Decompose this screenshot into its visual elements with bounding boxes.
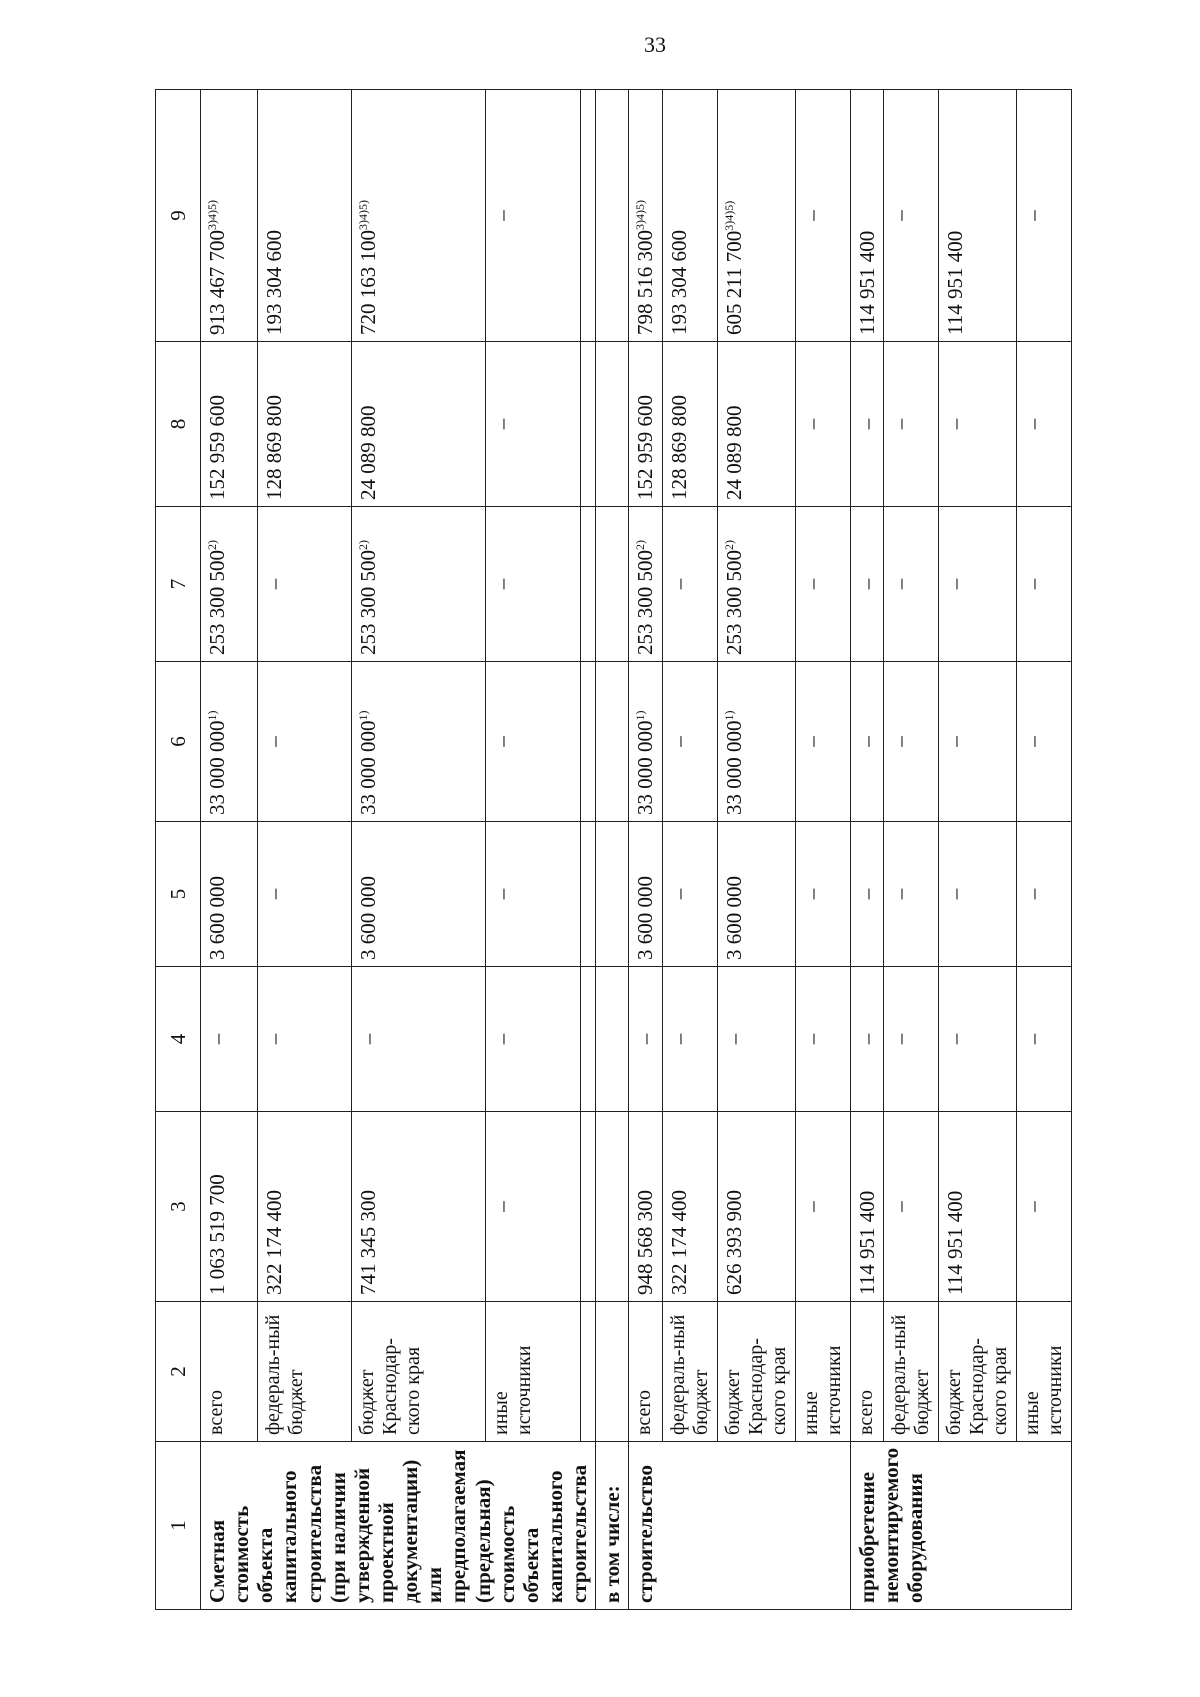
- table-row: [850, 90, 883, 1610]
- funding-source: всего: [850, 1302, 883, 1442]
- amount: –: [799, 736, 824, 747]
- amount: –: [799, 418, 824, 430]
- value-cell: [257, 822, 351, 967]
- empty-cell: [580, 1302, 595, 1442]
- value-cell: [486, 967, 580, 1112]
- amount: 253 300 500$^{2)}$: [721, 540, 746, 655]
- amount: –: [356, 1033, 381, 1045]
- amount: –: [854, 888, 879, 900]
- footnote-mark: 1): [356, 710, 371, 721]
- amount: –: [490, 418, 515, 430]
- value-cell: [352, 967, 486, 1112]
- value-cell: [352, 1112, 486, 1302]
- value-cell: [257, 662, 351, 822]
- funding-source: бюджет Краснодар-ского края: [352, 1302, 486, 1442]
- amount: –: [854, 1033, 879, 1045]
- amount: 948 568 300: [633, 1190, 658, 1295]
- amount: 114 951 400: [854, 1190, 879, 1295]
- funding-source: федераль-ный бюджет: [662, 1302, 717, 1442]
- empty-cell: [580, 90, 595, 342]
- amount: –: [721, 1033, 746, 1045]
- column-number: 9: [156, 90, 201, 342]
- funding-source: иные источники: [795, 1302, 850, 1442]
- footnote-mark: 1): [205, 710, 219, 721]
- amount: –: [490, 736, 515, 747]
- value-cell: [883, 507, 938, 662]
- amount: –: [887, 578, 912, 590]
- amount: –: [666, 1033, 691, 1045]
- funding-source: бюджет Краснодар-ского края: [938, 1302, 1016, 1442]
- table-row: [257, 90, 351, 1610]
- value-cell: [1016, 90, 1071, 342]
- value-cell: [662, 1112, 717, 1302]
- amount: –: [854, 736, 879, 747]
- value-cell: [201, 822, 258, 967]
- value-cell: [938, 967, 1016, 1112]
- amount: –: [1020, 210, 1045, 221]
- funding-source: федераль-ный бюджет: [257, 1302, 351, 1442]
- value-cell: [201, 1112, 258, 1302]
- header-row: [156, 90, 201, 1610]
- value-cell: [629, 662, 662, 822]
- value-cell: [662, 507, 717, 662]
- footnote-mark: 2): [205, 540, 219, 550]
- column-number: 3: [156, 1112, 201, 1302]
- column-number: 8: [156, 342, 201, 507]
- empty-cell: [596, 342, 629, 507]
- value-cell: [201, 662, 258, 822]
- amount: 322 174 400: [261, 1190, 286, 1295]
- empty-cell: [580, 342, 595, 507]
- value-cell: [795, 90, 850, 342]
- value-cell: [795, 507, 850, 662]
- empty-cell: [580, 1112, 595, 1302]
- value-cell: [629, 822, 662, 967]
- value-cell: [717, 1112, 795, 1302]
- value-cell: [850, 507, 883, 662]
- amount: –: [887, 418, 912, 430]
- column-number: 2: [156, 1302, 201, 1442]
- value-cell: [717, 822, 795, 967]
- amount: –: [799, 210, 824, 221]
- amount: –: [799, 578, 824, 590]
- empty-cell: [596, 1302, 629, 1442]
- value-cell: [257, 90, 351, 342]
- value-cell: [201, 342, 258, 507]
- empty-cell: [580, 507, 595, 662]
- table-row: [486, 90, 580, 1610]
- amount: –: [1020, 1033, 1045, 1045]
- amount: –: [490, 888, 515, 900]
- amount: 152 959 600: [633, 395, 658, 500]
- amount: –: [1020, 736, 1045, 747]
- amount: –: [261, 1033, 286, 1045]
- value-cell: [1016, 507, 1071, 662]
- value-cell: [850, 342, 883, 507]
- value-cell: [883, 822, 938, 967]
- value-cell: [938, 90, 1016, 342]
- empty-cell: [596, 662, 629, 822]
- rotated-table-wrapper: [155, 90, 1066, 1610]
- amount: –: [633, 1033, 658, 1045]
- amount: –: [205, 1033, 229, 1045]
- amount: –: [1020, 1201, 1045, 1212]
- amount: 253 300 500$^{2)}$: [633, 540, 658, 655]
- amount: 114 951 400: [854, 230, 879, 335]
- value-cell: [795, 822, 850, 967]
- amount: –: [1020, 578, 1045, 590]
- value-cell: [795, 1112, 850, 1302]
- value-cell: [1016, 342, 1071, 507]
- value-cell: [201, 90, 258, 342]
- amount: –: [854, 578, 879, 590]
- subheader-label: в том числе:: [596, 1442, 629, 1610]
- amount: 128 869 800: [666, 395, 691, 500]
- value-cell: [717, 967, 795, 1112]
- funding-source: бюджет Краснодар-ского края: [717, 1302, 795, 1442]
- value-cell: [257, 507, 351, 662]
- value-cell: [938, 1112, 1016, 1302]
- row-label: Сметная стоимость объекта капитального строительства (при наличии утвержденной проектной документации) или предполагаемая (предельная) стоимость объекта капитального строительства: [201, 1442, 596, 1610]
- amount: –: [1020, 888, 1045, 900]
- amount: 152 959 600: [205, 395, 229, 500]
- amount: 128 869 800: [261, 395, 286, 500]
- amount: 193 304 600: [261, 230, 286, 335]
- table-row: [580, 90, 595, 1610]
- value-cell: [662, 662, 717, 822]
- amount: –: [799, 888, 824, 900]
- footnote-mark: 3)4)5): [633, 200, 648, 230]
- value-cell: [883, 90, 938, 342]
- amount: –: [1020, 418, 1045, 430]
- footnote-mark: 1): [721, 710, 736, 721]
- value-cell: [662, 822, 717, 967]
- value-cell: [883, 1112, 938, 1302]
- value-cell: [1016, 1112, 1071, 1302]
- value-cell: [486, 662, 580, 822]
- amount: 605 211 $700^{3)4)5)}$: [721, 200, 746, 335]
- amount: 1 063 519 700: [205, 1174, 229, 1295]
- amount: –: [666, 578, 691, 590]
- amount: –: [942, 1033, 967, 1045]
- value-cell: [883, 662, 938, 822]
- amount: 114 951 400: [942, 1190, 967, 1295]
- amount: –: [490, 1033, 515, 1045]
- amount: 3 600 000: [721, 876, 746, 960]
- amount: 3 600 000: [633, 876, 658, 960]
- column-number: 7: [156, 507, 201, 662]
- page-number: 33: [644, 32, 666, 57]
- value-cell: [352, 90, 486, 342]
- funding-source: иные источники: [1016, 1302, 1071, 1442]
- amount: 720 163 $100^{3)4)5)}$: [356, 200, 381, 335]
- amount: –: [490, 578, 515, 590]
- amount: 798 516 $300^{3)4)5)}$: [633, 200, 658, 335]
- amount: 33 000 000$^{1)}$: [721, 710, 746, 815]
- value-cell: [257, 342, 351, 507]
- value-cell: [352, 507, 486, 662]
- amount: 3 600 000: [205, 876, 229, 960]
- value-cell: [257, 967, 351, 1112]
- table-row: [795, 90, 850, 1610]
- amount: 24 089 800: [721, 405, 746, 500]
- value-cell: [850, 662, 883, 822]
- table-row: [883, 90, 938, 1610]
- amount: 322 174 400: [666, 1190, 691, 1295]
- amount: –: [887, 888, 912, 900]
- table-row: [1016, 90, 1071, 1610]
- value-cell: [629, 90, 662, 342]
- column-number: 6: [156, 662, 201, 822]
- value-cell: [717, 90, 795, 342]
- value-cell: [850, 822, 883, 967]
- value-cell: [850, 967, 883, 1112]
- amount: –: [799, 1201, 824, 1212]
- footnote-mark: 3)4)5): [205, 200, 219, 230]
- value-cell: [795, 342, 850, 507]
- table-row: [352, 90, 486, 1610]
- value-cell: [938, 662, 1016, 822]
- value-cell: [850, 90, 883, 342]
- value-cell: [201, 507, 258, 662]
- table-row: [201, 90, 258, 1610]
- funding-source: федераль-ный бюджет: [883, 1302, 938, 1442]
- value-cell: [883, 967, 938, 1112]
- row-label: приобретение немонтируемого оборудования: [850, 1442, 1071, 1610]
- footnote-mark: 1): [633, 710, 648, 721]
- value-cell: [795, 967, 850, 1112]
- amount: –: [490, 210, 515, 221]
- amount: 33 000 000$^{1)}$: [356, 710, 381, 815]
- value-cell: [486, 1112, 580, 1302]
- value-cell: [486, 822, 580, 967]
- footnote-mark: 2): [356, 540, 371, 550]
- value-cell: [662, 90, 717, 342]
- value-cell: [629, 342, 662, 507]
- value-cell: [352, 342, 486, 507]
- value-cell: [352, 662, 486, 822]
- value-cell: [629, 967, 662, 1112]
- empty-cell: [580, 662, 595, 822]
- value-cell: [717, 507, 795, 662]
- footnote-mark: 3)4)5): [356, 200, 371, 230]
- value-cell: [1016, 662, 1071, 822]
- value-cell: [850, 1112, 883, 1302]
- amount: –: [854, 418, 879, 430]
- value-cell: [883, 342, 938, 507]
- table-row: [938, 90, 1016, 1610]
- empty-cell: [596, 90, 629, 342]
- value-cell: [662, 342, 717, 507]
- value-cell: [629, 507, 662, 662]
- amount: –: [799, 1033, 824, 1045]
- empty-cell: [596, 967, 629, 1112]
- amount: 253 300 500$^{2)}$: [205, 540, 229, 655]
- amount: 33 000 000$^{1)}$: [633, 710, 658, 815]
- amount: –: [261, 578, 286, 590]
- amount: –: [887, 210, 912, 221]
- amount: –: [261, 736, 286, 747]
- empty-cell: [580, 822, 595, 967]
- amount: –: [490, 1201, 515, 1212]
- value-cell: [717, 662, 795, 822]
- funding-source: всего: [201, 1302, 258, 1442]
- column-number: 1: [156, 1442, 201, 1610]
- amount: –: [942, 578, 967, 590]
- empty-cell: [596, 507, 629, 662]
- column-number: 5: [156, 822, 201, 967]
- value-cell: [938, 507, 1016, 662]
- empty-cell: [596, 1112, 629, 1302]
- table-row: [662, 90, 717, 1610]
- funding-source: всего: [629, 1302, 662, 1442]
- amount: –: [887, 1033, 912, 1045]
- value-cell: [201, 967, 258, 1112]
- amount: 741 345 300: [356, 1190, 381, 1295]
- value-cell: [1016, 967, 1071, 1112]
- value-cell: [486, 90, 580, 342]
- amount: 253 300 500$^{2)}$: [356, 540, 381, 655]
- amount: –: [666, 888, 691, 900]
- table-row: [717, 90, 795, 1610]
- value-cell: [486, 507, 580, 662]
- value-cell: [938, 342, 1016, 507]
- value-cell: [352, 822, 486, 967]
- row-label: строительство: [629, 1442, 850, 1610]
- amount: –: [942, 888, 967, 900]
- amount: 913 467 $700^{3)4)5)}$: [205, 200, 229, 335]
- amount: 193 304 600: [666, 230, 691, 335]
- amount: 33 000 000$^{1)}$: [205, 710, 229, 815]
- amount: 626 393 900: [721, 1190, 746, 1295]
- value-cell: [662, 967, 717, 1112]
- value-cell: [486, 342, 580, 507]
- footnote-mark: 3)4)5): [721, 200, 736, 231]
- amount: 24 089 800: [356, 405, 381, 500]
- subheader-row: [596, 90, 629, 1610]
- amount: –: [666, 736, 691, 747]
- footnote-mark: 2): [633, 540, 648, 550]
- value-cell: [1016, 822, 1071, 967]
- funding-source: иные источники: [486, 1302, 580, 1442]
- amount: 3 600 000: [356, 876, 381, 960]
- amount: –: [887, 1201, 912, 1212]
- empty-cell: [596, 822, 629, 967]
- footnote-mark: 2): [721, 540, 736, 550]
- table-row: [629, 90, 662, 1610]
- amount: –: [942, 418, 967, 430]
- budget-table: [155, 89, 1072, 1610]
- value-cell: [629, 1112, 662, 1302]
- value-cell: [717, 342, 795, 507]
- amount: –: [887, 736, 912, 747]
- column-number: 4: [156, 967, 201, 1112]
- amount: –: [942, 736, 967, 747]
- value-cell: [257, 1112, 351, 1302]
- amount: 114 951 400: [942, 230, 967, 335]
- amount: –: [261, 888, 286, 900]
- value-cell: [938, 822, 1016, 967]
- empty-cell: [580, 967, 595, 1112]
- value-cell: [795, 662, 850, 822]
